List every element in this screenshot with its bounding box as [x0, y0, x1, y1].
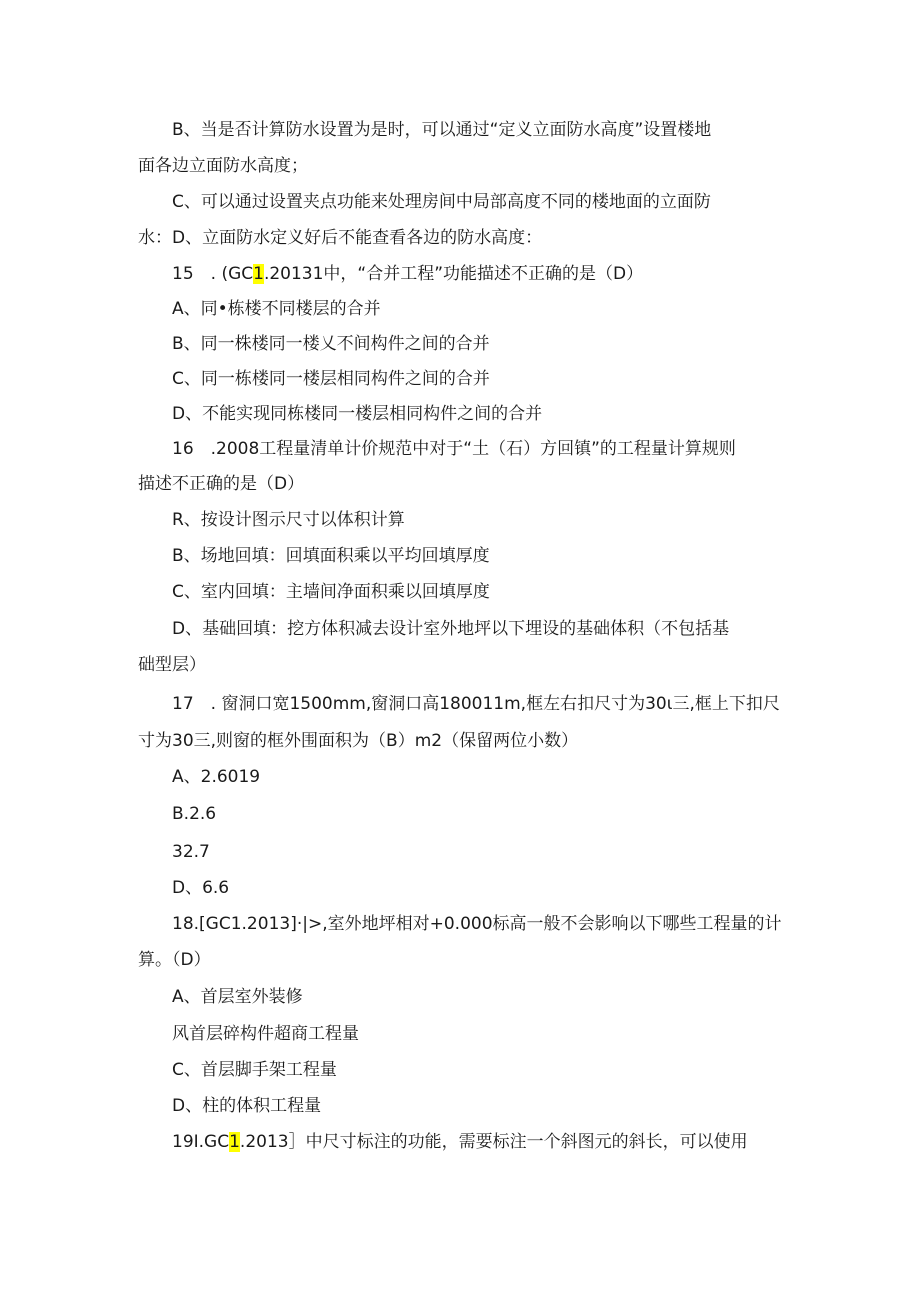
option-line: C、室内回填：主墙间净面积乘以回填厚度: [172, 582, 490, 602]
option-line: 32.7: [172, 842, 210, 862]
option-line: C、首层脚手架工程量: [172, 1060, 337, 1080]
text-line: C、可以通过设置夹点功能来处理房间中局部高度不同的楼地面的立面防: [172, 192, 711, 212]
option-line: D、柱的体积工程量: [172, 1096, 322, 1116]
text-line: 水：D、立面防水定义好后不能查看各边的防水高度：: [138, 228, 543, 248]
text-line: 础型层）: [138, 655, 206, 675]
option-line: C、同一栋楼同一楼层相同构件之间的合并: [172, 369, 490, 389]
question-19-line: [172, 1130, 748, 1154]
option-line: D、不能实现同栋楼同一楼层相同构件之间的合并: [172, 404, 543, 424]
option-line: D、6.6: [172, 878, 230, 898]
question-17-line: 17 . 窗洞口宽1500mm,窗洞口高180011m,框左右扣尺寸为30ι三,框上下扣尺: [172, 694, 780, 714]
option-line: B、同一株楼同一楼乂不间构件之间的合并: [172, 334, 490, 354]
option-line: A、首层室外装修: [172, 987, 303, 1007]
option-line: R、按设计图示尺寸以体积计算: [172, 510, 405, 530]
text-line: 描述不正确的是（D）: [138, 474, 305, 494]
option-line: A、2.6019: [172, 767, 261, 787]
question-16-line: 16 .2008工程量清单计价规范中对于“土（石）方回镇”的工程量计算规则: [172, 439, 736, 459]
question-19-text: .2013］中尺寸标注的功能，需要标注一个斜图元的斜长，可以使用: [239, 1132, 748, 1152]
option-line: D、基础回填：挖方体积减去设计室外地坪以下埋设的基础体积（不包括基: [172, 619, 730, 639]
text-line: 算。（D）: [138, 950, 211, 970]
option-line: A、同•栋楼不同楼层的合并: [172, 299, 381, 319]
question-15-text: .20131中，“合并工程”功能描述不正确的是（D）: [263, 264, 644, 284]
question-18-line: 18.[GC1.2013]·|>,室外地坪相对+0.000标高一般不会影响以下哪些工程量的计: [172, 914, 782, 934]
option-line: B.2.6: [172, 804, 217, 824]
highlight-mark: 1: [229, 1132, 240, 1152]
question-15-line: [172, 262, 643, 286]
text-line: B、当是否计算防水设置为是时，可以通过“定义立面防水高度”设置楼地: [172, 120, 712, 140]
option-line: 风首层碎构件超商工程量: [172, 1024, 359, 1044]
text-line: 面各边立面防水高度；: [138, 156, 308, 176]
text-line: 寸为30三,则窗的框外围面积为（B）m2（保留两位小数）: [138, 731, 579, 751]
question-15-prefix: 15 . (GC: [172, 264, 254, 284]
highlight-mark: 1: [253, 264, 264, 284]
question-19-prefix: 19I.GC: [172, 1132, 230, 1152]
option-line: B、场地回填：回填面积乘以平均回填厚度: [172, 546, 490, 566]
